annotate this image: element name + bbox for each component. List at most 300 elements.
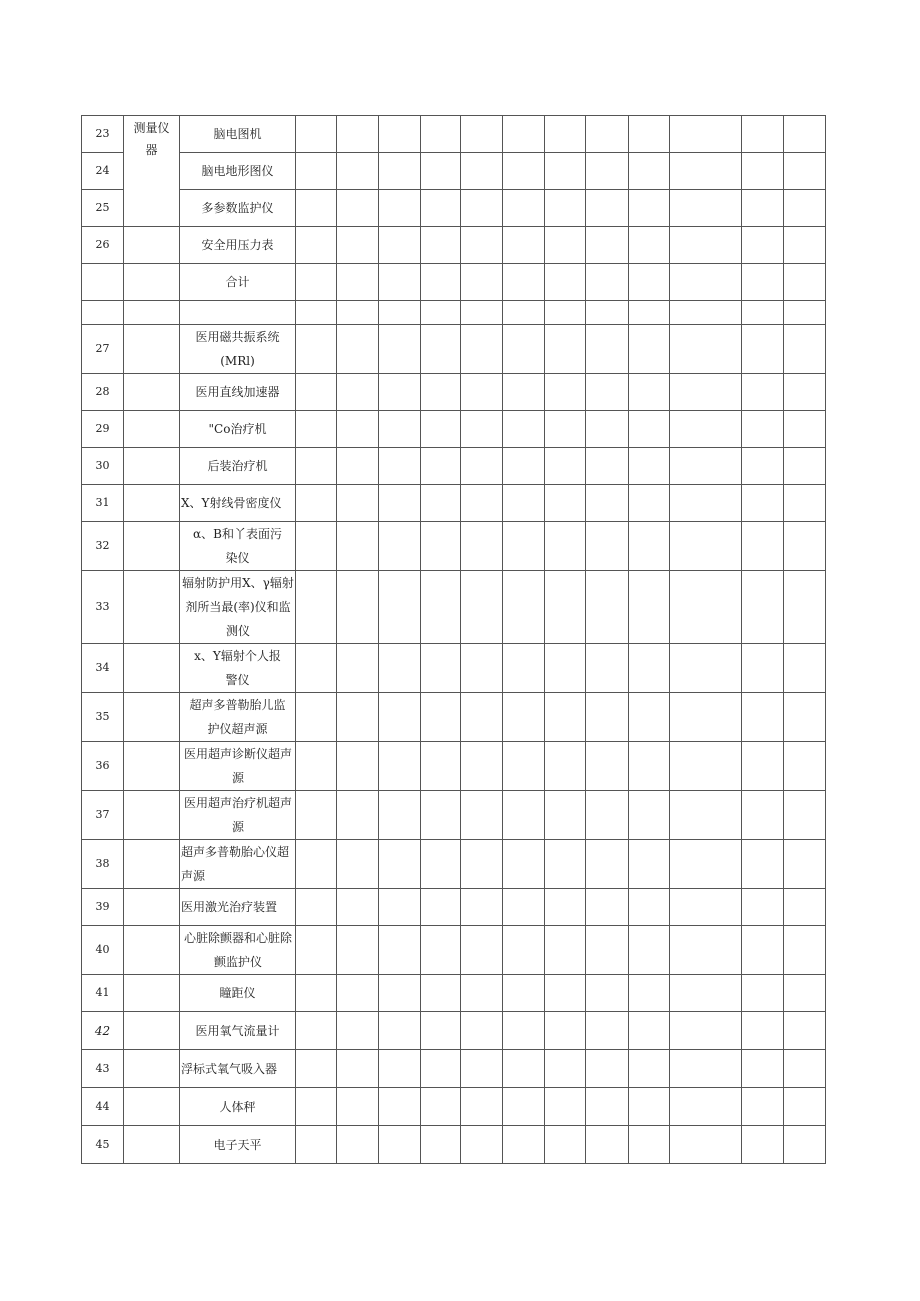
blank-cell	[784, 693, 826, 742]
instrument-name-text: 人体秤	[219, 1099, 256, 1114]
blank-cell	[742, 485, 784, 522]
blank-cell	[545, 791, 586, 840]
blank-cell	[421, 889, 461, 926]
blank-cell	[337, 1126, 379, 1164]
blank-cell	[586, 791, 629, 840]
blank-cell	[545, 1050, 586, 1088]
category-cell	[124, 1088, 180, 1126]
instrument-name-text: 医用直线加速器	[195, 385, 280, 399]
blank-cell	[545, 693, 586, 742]
blank-cell	[296, 975, 337, 1012]
category-cell	[124, 926, 180, 975]
blank-cell	[670, 1012, 742, 1050]
blank-cell	[670, 411, 742, 448]
row-number	[82, 264, 124, 301]
blank-cell	[337, 301, 379, 325]
blank-cell	[379, 926, 421, 975]
instrument-name	[180, 742, 296, 791]
table-row	[82, 571, 826, 644]
blank-cell	[337, 264, 379, 301]
blank-cell	[742, 374, 784, 411]
blank-cell	[545, 522, 586, 571]
row-number: 43	[82, 1050, 124, 1088]
category-cell	[124, 325, 180, 374]
blank-cell	[379, 791, 421, 840]
category-cell	[124, 644, 180, 693]
table-row	[82, 116, 826, 153]
table-row	[82, 522, 826, 571]
table-row	[82, 485, 826, 522]
blank-cell	[784, 840, 826, 889]
blank-cell	[629, 889, 670, 926]
blank-cell	[503, 742, 545, 791]
blank-cell	[503, 571, 545, 644]
table-row	[82, 693, 826, 742]
blank-cell	[629, 448, 670, 485]
blank-cell	[296, 485, 337, 522]
blank-cell	[296, 1050, 337, 1088]
blank-cell	[784, 374, 826, 411]
blank-cell	[461, 742, 503, 791]
instrument-name-text: 医用超声诊断仪超声源	[183, 747, 292, 785]
blank-cell	[586, 264, 629, 301]
table-row	[82, 791, 826, 840]
blank-cell	[629, 485, 670, 522]
instrument-name	[180, 1012, 296, 1050]
category-cell	[124, 1012, 180, 1050]
row-number: 37	[82, 791, 124, 840]
blank-cell	[421, 411, 461, 448]
blank-cell	[421, 522, 461, 571]
blank-cell	[337, 485, 379, 522]
blank-cell	[629, 522, 670, 571]
blank-cell	[337, 227, 379, 264]
blank-cell	[586, 1050, 629, 1088]
category-cell	[124, 116, 180, 227]
blank-cell	[742, 791, 784, 840]
blank-cell	[379, 742, 421, 791]
blank-cell	[296, 1012, 337, 1050]
category-cell	[124, 791, 180, 840]
blank-cell	[503, 411, 545, 448]
blank-cell	[337, 522, 379, 571]
blank-cell	[670, 325, 742, 374]
blank-cell	[461, 374, 503, 411]
row-number: 33	[82, 571, 124, 644]
blank-cell	[461, 1088, 503, 1126]
blank-cell	[296, 301, 337, 325]
blank-cell	[586, 153, 629, 190]
instrument-name-text: 超声多普勒胎心仪超声源	[181, 845, 290, 883]
instrument-name	[180, 1126, 296, 1164]
instrument-name	[180, 522, 296, 571]
blank-cell	[296, 742, 337, 791]
blank-cell	[337, 116, 379, 153]
blank-cell	[461, 1012, 503, 1050]
blank-cell	[784, 522, 826, 571]
blank-cell	[337, 411, 379, 448]
row-number: 35	[82, 693, 124, 742]
table-row	[82, 153, 826, 190]
blank-cell	[379, 153, 421, 190]
blank-cell	[421, 264, 461, 301]
blank-cell	[742, 1050, 784, 1088]
blank-cell	[670, 301, 742, 325]
table-row	[82, 325, 826, 374]
blank-cell	[629, 791, 670, 840]
blank-cell	[379, 190, 421, 227]
blank-cell	[421, 791, 461, 840]
blank-cell	[461, 644, 503, 693]
instrument-name	[180, 1050, 296, 1088]
blank-cell	[296, 889, 337, 926]
blank-cell	[461, 227, 503, 264]
instrument-name-text: α、B和丫表面污染仪	[193, 527, 282, 565]
blank-cell	[296, 153, 337, 190]
blank-cell	[503, 840, 545, 889]
table-row	[82, 742, 826, 791]
table-row	[82, 190, 826, 227]
blank-cell	[670, 116, 742, 153]
instrument-name	[180, 889, 296, 926]
blank-cell	[670, 1050, 742, 1088]
blank-cell	[670, 227, 742, 264]
blank-cell	[421, 374, 461, 411]
blank-cell	[337, 190, 379, 227]
category-cell	[124, 227, 180, 264]
blank-cell	[337, 374, 379, 411]
category-label: 测量仪器	[133, 121, 170, 157]
blank-cell	[784, 411, 826, 448]
instrument-name	[180, 227, 296, 264]
table-row	[82, 975, 826, 1012]
category-cell	[124, 522, 180, 571]
blank-cell	[296, 1126, 337, 1164]
instrument-name-text: 后装治疗机	[207, 459, 268, 473]
blank-cell	[337, 791, 379, 840]
blank-cell	[503, 926, 545, 975]
blank-cell	[461, 889, 503, 926]
blank-cell	[629, 301, 670, 325]
table-row	[82, 264, 826, 301]
instrument-name-text: 合计	[225, 275, 250, 289]
instrument-name-text: 脑电地形图仪	[201, 164, 274, 178]
blank-cell	[461, 190, 503, 227]
instrument-name	[180, 264, 296, 301]
blank-cell	[742, 1126, 784, 1164]
blank-cell	[379, 448, 421, 485]
blank-cell	[379, 301, 421, 325]
blank-cell	[784, 301, 826, 325]
blank-cell	[296, 411, 337, 448]
blank-cell	[629, 227, 670, 264]
blank-cell	[784, 190, 826, 227]
blank-cell	[784, 889, 826, 926]
blank-cell	[296, 840, 337, 889]
blank-cell	[461, 571, 503, 644]
blank-cell	[503, 301, 545, 325]
blank-cell	[784, 742, 826, 791]
blank-cell	[545, 1088, 586, 1126]
blank-cell	[421, 571, 461, 644]
instrument-name-text: x、Y辐射个人报警仪	[194, 649, 281, 687]
instrument-name-text: 心脏除颤器和心脏除颤监护仪	[183, 931, 292, 969]
blank-cell	[742, 840, 784, 889]
blank-cell	[296, 264, 337, 301]
blank-cell	[503, 485, 545, 522]
blank-cell	[337, 975, 379, 1012]
blank-cell	[296, 926, 337, 975]
blank-cell	[545, 840, 586, 889]
blank-cell	[421, 975, 461, 1012]
blank-cell	[503, 1126, 545, 1164]
blank-cell	[337, 693, 379, 742]
blank-cell	[421, 485, 461, 522]
blank-cell	[545, 571, 586, 644]
blank-cell	[545, 485, 586, 522]
instrument-name-text: X、Y射线骨密度仪	[181, 496, 282, 510]
row-number: 32	[82, 522, 124, 571]
blank-cell	[503, 889, 545, 926]
blank-cell	[670, 742, 742, 791]
category-cell	[124, 374, 180, 411]
row-number: 36	[82, 742, 124, 791]
blank-cell	[379, 693, 421, 742]
instrument-name-text: 浮标式氧气吸入器	[181, 1061, 278, 1076]
instrument-name-text: 医用磁共振系统 (MRl)	[195, 330, 280, 368]
blank-cell	[586, 301, 629, 325]
category-cell	[124, 264, 180, 301]
blank-cell	[545, 411, 586, 448]
blank-cell	[379, 889, 421, 926]
blank-cell	[784, 116, 826, 153]
blank-cell	[421, 116, 461, 153]
instrument-name	[180, 190, 296, 227]
blank-cell	[742, 227, 784, 264]
blank-cell	[545, 301, 586, 325]
blank-cell	[461, 325, 503, 374]
blank-cell	[742, 325, 784, 374]
blank-cell	[784, 1012, 826, 1050]
row-number: 24	[82, 153, 124, 190]
blank-cell	[784, 926, 826, 975]
table-row	[82, 926, 826, 975]
blank-cell	[461, 411, 503, 448]
blank-cell	[742, 153, 784, 190]
table-row	[82, 411, 826, 448]
blank-cell	[545, 374, 586, 411]
blank-cell	[421, 190, 461, 227]
blank-cell	[379, 571, 421, 644]
row-number: 40	[82, 926, 124, 975]
blank-cell	[629, 1012, 670, 1050]
blank-cell	[545, 742, 586, 791]
blank-cell	[421, 325, 461, 374]
blank-cell	[296, 325, 337, 374]
category-cell	[124, 411, 180, 448]
blank-cell	[461, 264, 503, 301]
blank-cell	[503, 791, 545, 840]
blank-cell	[503, 1050, 545, 1088]
blank-cell	[586, 325, 629, 374]
blank-cell	[421, 693, 461, 742]
table-row	[82, 301, 826, 325]
blank-cell	[629, 1050, 670, 1088]
instrument-name	[180, 116, 296, 153]
instrument-name-text: 医用氧气流量计	[195, 1023, 280, 1038]
blank-cell	[337, 1012, 379, 1050]
blank-cell	[503, 116, 545, 153]
blank-cell	[742, 742, 784, 791]
blank-cell	[461, 1126, 503, 1164]
blank-cell	[337, 448, 379, 485]
blank-cell	[379, 522, 421, 571]
instrument-name	[180, 411, 296, 448]
table-row	[82, 374, 826, 411]
blank-cell	[337, 325, 379, 374]
blank-cell	[586, 1012, 629, 1050]
blank-cell	[586, 227, 629, 264]
blank-cell	[461, 975, 503, 1012]
blank-cell	[629, 571, 670, 644]
blank-cell	[379, 116, 421, 153]
blank-cell	[784, 1088, 826, 1126]
blank-cell	[545, 1012, 586, 1050]
blank-cell	[586, 926, 629, 975]
table-row	[82, 448, 826, 485]
blank-cell	[545, 264, 586, 301]
blank-cell	[545, 227, 586, 264]
row-number: 39	[82, 889, 124, 926]
blank-cell	[503, 522, 545, 571]
blank-cell	[461, 301, 503, 325]
instrument-name	[180, 325, 296, 374]
table-row	[82, 889, 826, 926]
instrument-name	[180, 301, 296, 325]
blank-cell	[421, 1050, 461, 1088]
blank-cell	[545, 325, 586, 374]
blank-cell	[421, 742, 461, 791]
blank-cell	[784, 571, 826, 644]
blank-cell	[337, 840, 379, 889]
category-cell	[124, 1050, 180, 1088]
blank-cell	[629, 374, 670, 411]
blank-cell	[586, 116, 629, 153]
table-row	[82, 1050, 826, 1088]
blank-cell	[421, 1126, 461, 1164]
row-number: 23	[82, 116, 124, 153]
blank-cell	[742, 522, 784, 571]
blank-cell	[629, 742, 670, 791]
instrument-name-text: 安全用压力表	[201, 238, 274, 252]
table-row	[82, 644, 826, 693]
blank-cell	[503, 1088, 545, 1126]
blank-cell	[742, 448, 784, 485]
blank-cell	[784, 1050, 826, 1088]
blank-cell	[461, 522, 503, 571]
blank-cell	[784, 153, 826, 190]
blank-cell	[379, 1088, 421, 1126]
blank-cell	[421, 1088, 461, 1126]
instrument-name-text: 医用超声治疗机超声源	[183, 796, 292, 834]
blank-cell	[545, 153, 586, 190]
row-number: 28	[82, 374, 124, 411]
blank-cell	[545, 116, 586, 153]
instrument-name	[180, 693, 296, 742]
blank-cell	[421, 1012, 461, 1050]
row-number: 25	[82, 190, 124, 227]
blank-cell	[461, 693, 503, 742]
instrument-name	[180, 571, 296, 644]
blank-cell	[296, 227, 337, 264]
instrument-name	[180, 374, 296, 411]
blank-cell	[379, 1050, 421, 1088]
blank-cell	[670, 264, 742, 301]
blank-cell	[337, 644, 379, 693]
instrument-name-text: 瞳距仪	[219, 986, 256, 1000]
row-number: 41	[82, 975, 124, 1012]
blank-cell	[421, 153, 461, 190]
blank-cell	[629, 975, 670, 1012]
blank-cell	[586, 840, 629, 889]
blank-cell	[503, 1012, 545, 1050]
instrument-name-text: 医用激光治疗装置	[181, 900, 278, 914]
blank-cell	[670, 791, 742, 840]
instrument-name	[180, 644, 296, 693]
blank-cell	[296, 522, 337, 571]
blank-cell	[742, 693, 784, 742]
blank-cell	[503, 975, 545, 1012]
table-row	[82, 1126, 826, 1164]
table-row	[82, 227, 826, 264]
instrument-name-text: 辐射防护用X、γ辐射剂所当最(率)仪和监测仪	[182, 576, 294, 638]
blank-cell	[461, 926, 503, 975]
instrument-name	[180, 975, 296, 1012]
instrument-name	[180, 840, 296, 889]
category-cell	[124, 571, 180, 644]
blank-cell	[337, 926, 379, 975]
blank-cell	[742, 644, 784, 693]
blank-cell	[421, 926, 461, 975]
row-number: 30	[82, 448, 124, 485]
blank-cell	[379, 325, 421, 374]
blank-cell	[742, 1012, 784, 1050]
blank-cell	[379, 264, 421, 301]
blank-cell	[586, 190, 629, 227]
blank-cell	[742, 975, 784, 1012]
blank-cell	[586, 693, 629, 742]
row-number: 45	[82, 1126, 124, 1164]
blank-cell	[461, 840, 503, 889]
blank-cell	[461, 791, 503, 840]
blank-cell	[670, 522, 742, 571]
blank-cell	[379, 1012, 421, 1050]
row-number: 26	[82, 227, 124, 264]
blank-cell	[742, 411, 784, 448]
blank-cell	[545, 889, 586, 926]
blank-cell	[461, 116, 503, 153]
instrument-name-text: 电子天平	[213, 1137, 262, 1152]
blank-cell	[421, 227, 461, 264]
blank-cell	[670, 693, 742, 742]
blank-cell	[629, 116, 670, 153]
blank-cell	[742, 116, 784, 153]
blank-cell	[742, 190, 784, 227]
blank-cell	[337, 1088, 379, 1126]
blank-cell	[421, 840, 461, 889]
blank-cell	[461, 485, 503, 522]
blank-cell	[461, 1050, 503, 1088]
